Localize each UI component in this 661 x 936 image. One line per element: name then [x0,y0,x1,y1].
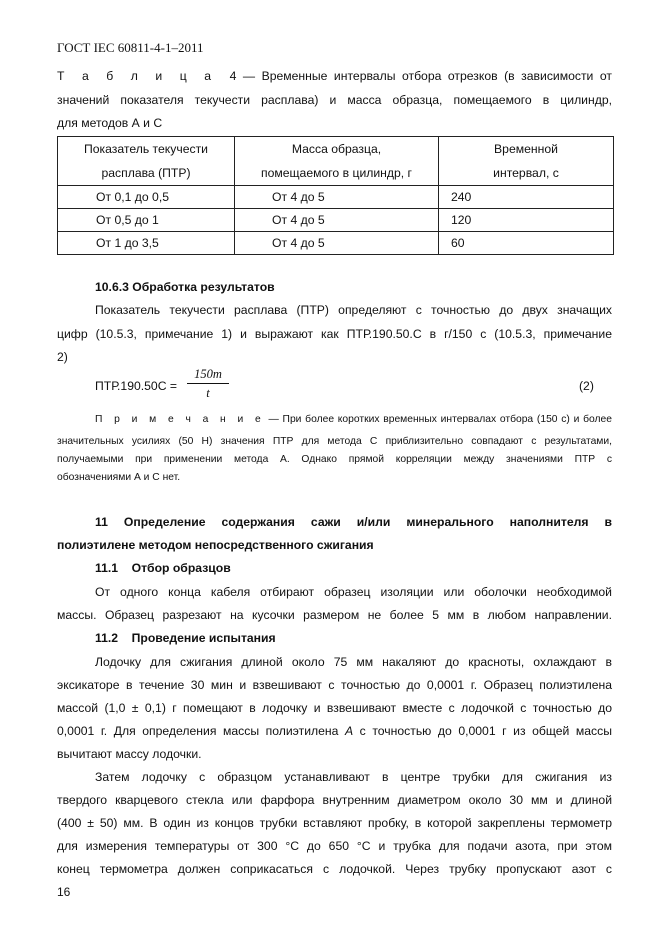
section-11-2-heading: 11.2 Проведение испытания [95,631,276,645]
paragraph-line: От одного конца кабеля отбирают образец изоляции или оболочки необходимой [95,585,612,599]
table-4 [57,136,614,255]
table-header-row [58,137,614,186]
note-line: обозначениями А и С нет. [57,472,181,483]
section-11-heading: 11 Определение содержания сажи и/или минерального наполнителя в [95,515,612,529]
formula-fraction [187,367,229,401]
paragraph-line: вычитают массу лодочки. [57,747,202,761]
paragraph-line: Показатель текучести расплава (ПТР) определяют с точностью до двух значащих [95,303,612,317]
table-cell: От 0,1 до 0,5 [58,186,235,209]
page-number: 16 [57,885,71,899]
formula-lhs: ПТР.190.50С = [95,379,177,393]
table-caption-line-3: для методов А и С [57,116,163,130]
note-line: значительных усилиях (50 Н) значения ПТР для метода С приблизительно совпадают с результатами, [57,436,612,447]
paragraph-line: 0,0001 г. Для определения массы полиэтилена А с точностью до 0,0001 г из общей массы [57,724,612,738]
table-cell: 120 [439,209,614,232]
paragraph-line: (400 ± 50) мм. В один из концов трубки вставляют пробку, в которой закреплены термометр [57,816,612,830]
table-header-ptr: Показатель текучести расплава (ПТР) [58,137,235,186]
table-caption-title: 4 — Временные интервалы отбора отрезков (в зависимости от [229,69,612,83]
table-row [58,186,614,209]
paragraph-line: конец термометра должен соприкасаться с лодочкой. Через трубку пропускают азот с [57,862,612,876]
table-caption-label: Т а б л и ц а [57,69,217,83]
table-cell: От 4 до 5 [235,209,439,232]
paragraph-line: Затем лодочку с образцом устанавливают в центре трубки для сжигания из [95,770,612,784]
paragraph-line: массы. Образец разрезают на кусочки размером не более 5 мм в любом направлении. [57,608,612,622]
table-cell: От 1 до 3,5 [58,232,235,255]
table-caption-line-1 [57,69,612,83]
table-caption-line-2: значений показателя текучести расплава) и масса образца, помещаемого в цилиндр, [57,93,612,107]
paragraph-line: твердого кварцевого стекла или фарфора внутренним диаметром около 30 мм и длиной [57,793,612,807]
note-label: П р и м е ч а н и е [95,414,265,425]
paragraph-line: цифр (10.5.3, примечание 1) и выражают как ПТР.190.50.С в г/150 с (10.5.3, примечание [57,327,612,341]
table-cell: От 4 до 5 [235,232,439,255]
section-10-6-3-heading: 10.6.3 Обработка результатов [95,280,275,294]
formula-number: (2) [579,379,594,393]
table-row [58,232,614,255]
table-header-interval: Временной интервал, с [439,137,614,186]
table-row [58,209,614,232]
paragraph-line: эксикаторе в течение 30 мин и взвешивают с точностью до 0,0001 г. Образец полиэтилена [57,678,612,692]
formula-numerator: 150m [187,367,229,384]
formula-denominator: t [206,386,210,400]
section-11-1-heading: 11.1 Отбор образцов [95,561,231,575]
note-line: получаемыми при применении метода А. Однако прямой корреляции между значениями ПТР с [57,454,612,465]
table-cell: От 4 до 5 [235,186,439,209]
paragraph-line: 2) [57,350,68,364]
document-header: ГОСТ IEC 60811-4-1–2011 [57,40,204,55]
paragraph-line: для измерения температуры от 300 °С до 650 °С и трубка для подачи азота, при этом [57,839,612,853]
note-line-1: П р и м е ч а н и е — При более коротких временных интервалах отбора (150 с) и более [95,414,612,425]
table-header-mass: Масса образца, помещаемого в цилиндр, г [235,137,439,186]
paragraph-line: массой (1,0 ± 0,1) г помещают в лодочку и взвешивают вместе с лодочкой с точностью до [57,701,612,715]
table-cell: 60 [439,232,614,255]
paragraph-line: Лодочку для сжигания длиной около 75 мм накаляют до красноты, охлаждают в [95,655,612,669]
table-cell: От 0,5 до 1 [58,209,235,232]
table-cell: 240 [439,186,614,209]
section-11-heading-cont: полиэтилене методом непосредственного сжигания [57,538,374,552]
